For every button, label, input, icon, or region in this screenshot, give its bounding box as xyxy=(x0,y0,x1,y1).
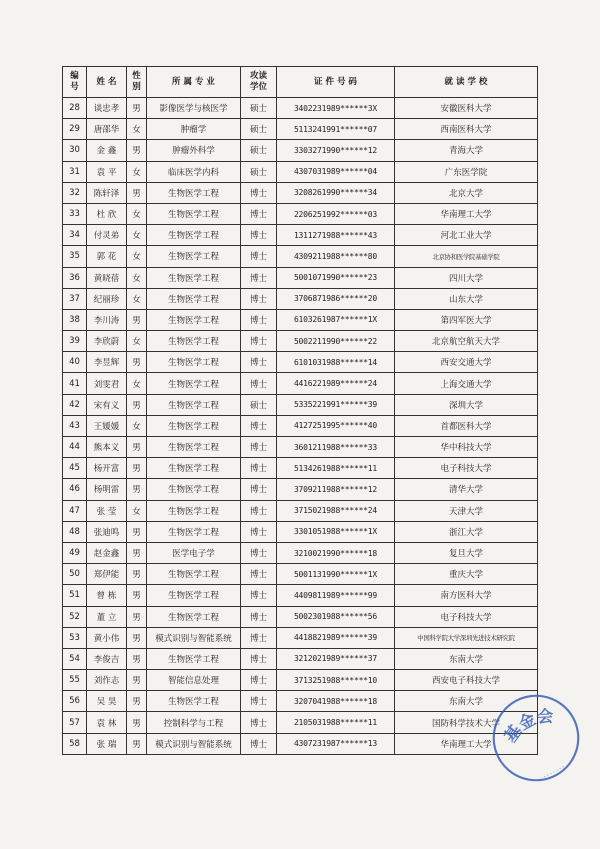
cell-name: 金 鑫 xyxy=(87,140,127,161)
table-row xyxy=(63,161,538,182)
cell-sex: 男 xyxy=(127,712,147,733)
student-roster-table xyxy=(62,66,538,755)
cell-name: 张 瑞 xyxy=(87,733,127,754)
cell-name: 吴 昊 xyxy=(87,691,127,712)
table-row xyxy=(63,564,538,585)
cell-sex: 女 xyxy=(127,161,147,182)
cell-no: 31 xyxy=(63,161,87,182)
cell-no: 48 xyxy=(63,521,87,542)
cell-no: 42 xyxy=(63,394,87,415)
cell-major: 模式识别与智能系统 xyxy=(147,627,241,648)
cell-major: 模式识别与智能系统 xyxy=(147,733,241,754)
cell-major: 生物医学工程 xyxy=(147,182,241,203)
cell-no: 51 xyxy=(63,585,87,606)
cell-school: 西南医科大学 xyxy=(395,119,538,140)
table-row xyxy=(63,733,538,754)
cell-sex: 男 xyxy=(127,585,147,606)
cell-school: 河北工业大学 xyxy=(395,225,538,246)
cell-school: 首都医科大学 xyxy=(395,415,538,436)
table-row xyxy=(63,267,538,288)
cell-name: 宋有义 xyxy=(87,394,127,415)
cell-school: 浙江大学 xyxy=(395,521,538,542)
table-row xyxy=(63,670,538,691)
cell-school: 中国科学院大学深圳先进技术研究院 xyxy=(395,627,538,648)
cell-sex: 男 xyxy=(127,670,147,691)
cell-sex: 男 xyxy=(127,691,147,712)
cell-major: 生物医学工程 xyxy=(147,373,241,394)
cell-id-number: 5002211990******22 xyxy=(277,331,395,352)
cell-sex: 男 xyxy=(127,627,147,648)
table-row xyxy=(63,479,538,500)
header-degree: 攻读学位 xyxy=(241,67,277,98)
cell-id-number: 2105031988******11 xyxy=(277,712,395,733)
cell-major: 控制科学与工程 xyxy=(147,712,241,733)
cell-no: 29 xyxy=(63,119,87,140)
cell-no: 54 xyxy=(63,648,87,669)
cell-no: 53 xyxy=(63,627,87,648)
cell-major: 生物医学工程 xyxy=(147,203,241,224)
cell-major: 生物医学工程 xyxy=(147,585,241,606)
cell-school: 重庆大学 xyxy=(395,564,538,585)
table-row xyxy=(63,415,538,436)
cell-id-number: 5335221991******39 xyxy=(277,394,395,415)
cell-degree: 博士 xyxy=(241,606,277,627)
cell-major: 生物医学工程 xyxy=(147,458,241,479)
cell-no: 45 xyxy=(63,458,87,479)
cell-name: 王媛媛 xyxy=(87,415,127,436)
cell-sex: 女 xyxy=(127,373,147,394)
cell-degree: 博士 xyxy=(241,627,277,648)
cell-id-number: 3601211988******33 xyxy=(277,437,395,458)
cell-id-number: 3210021990******18 xyxy=(277,542,395,563)
cell-name: 董 立 xyxy=(87,606,127,627)
cell-school: 北京大学 xyxy=(395,182,538,203)
cell-id-number: 4127251995******40 xyxy=(277,415,395,436)
cell-degree: 博士 xyxy=(241,182,277,203)
official-seal-stamp xyxy=(488,690,584,786)
cell-major: 生物医学工程 xyxy=(147,521,241,542)
cell-school: 深圳大学 xyxy=(395,394,538,415)
cell-name: 陈轩泽 xyxy=(87,182,127,203)
cell-school: 南方医科大学 xyxy=(395,585,538,606)
cell-school: 华南理工大学 xyxy=(395,733,538,754)
cell-sex: 男 xyxy=(127,606,147,627)
cell-degree: 博士 xyxy=(241,415,277,436)
cell-no: 34 xyxy=(63,225,87,246)
cell-id-number: 5001071990******23 xyxy=(277,267,395,288)
cell-degree: 博士 xyxy=(241,203,277,224)
table-row xyxy=(63,585,538,606)
table-header-row xyxy=(63,67,538,98)
table-row xyxy=(63,309,538,330)
cell-major: 生物医学工程 xyxy=(147,606,241,627)
cell-name: 李欣蔚 xyxy=(87,331,127,352)
table-row xyxy=(63,373,538,394)
cell-major: 生物医学工程 xyxy=(147,331,241,352)
cell-no: 41 xyxy=(63,373,87,394)
table-row xyxy=(63,203,538,224)
cell-no: 35 xyxy=(63,246,87,267)
cell-no: 40 xyxy=(63,352,87,373)
seal-text: 基金会 xyxy=(500,706,554,746)
cell-major: 生物医学工程 xyxy=(147,415,241,436)
cell-major: 智能信息处理 xyxy=(147,670,241,691)
cell-sex: 男 xyxy=(127,564,147,585)
cell-school: 复旦大学 xyxy=(395,542,538,563)
cell-name: 张迪鸣 xyxy=(87,521,127,542)
cell-sex: 男 xyxy=(127,521,147,542)
cell-no: 38 xyxy=(63,309,87,330)
cell-no: 33 xyxy=(63,203,87,224)
table-row xyxy=(63,352,538,373)
cell-name: 谈忠孝 xyxy=(87,98,127,119)
cell-no: 49 xyxy=(63,542,87,563)
cell-school: 四川大学 xyxy=(395,267,538,288)
cell-sex: 男 xyxy=(127,309,147,330)
cell-id-number: 5001131990******1X xyxy=(277,564,395,585)
cell-school: 电子科技大学 xyxy=(395,606,538,627)
cell-school: 第四军医大学 xyxy=(395,309,538,330)
cell-major: 生物医学工程 xyxy=(147,500,241,521)
table-row xyxy=(63,140,538,161)
cell-degree: 博士 xyxy=(241,479,277,500)
cell-sex: 男 xyxy=(127,648,147,669)
cell-degree: 硕士 xyxy=(241,161,277,182)
cell-id-number: 4307031989******04 xyxy=(277,161,395,182)
cell-id-number: 5113241991******07 xyxy=(277,119,395,140)
cell-school: 国防科学技术大学 xyxy=(395,712,538,733)
cell-sex: 男 xyxy=(127,98,147,119)
cell-sex: 男 xyxy=(127,352,147,373)
cell-degree: 博士 xyxy=(241,712,277,733)
cell-sex: 男 xyxy=(127,733,147,754)
table-row xyxy=(63,98,538,119)
cell-id-number: 2206251992******03 xyxy=(277,203,395,224)
cell-school: 华南理工大学 xyxy=(395,203,538,224)
cell-id-number: 1311271988******43 xyxy=(277,225,395,246)
cell-major: 生物医学工程 xyxy=(147,309,241,330)
cell-degree: 博士 xyxy=(241,458,277,479)
cell-school: 北京航空航天大学 xyxy=(395,331,538,352)
cell-degree: 博士 xyxy=(241,437,277,458)
cell-degree: 博士 xyxy=(241,670,277,691)
cell-name: 张 莹 xyxy=(87,500,127,521)
cell-id-number: 3709211988******12 xyxy=(277,479,395,500)
table-row xyxy=(63,182,538,203)
cell-degree: 博士 xyxy=(241,373,277,394)
cell-degree: 博士 xyxy=(241,267,277,288)
cell-id-number: 4409811989******99 xyxy=(277,585,395,606)
cell-sex: 女 xyxy=(127,500,147,521)
cell-major: 生物医学工程 xyxy=(147,648,241,669)
cell-degree: 硕士 xyxy=(241,394,277,415)
cell-name: 纪丽珍 xyxy=(87,288,127,309)
cell-major: 影像医学与核医学 xyxy=(147,98,241,119)
cell-id-number: 4416221989******24 xyxy=(277,373,395,394)
cell-sex: 女 xyxy=(127,267,147,288)
cell-no: 43 xyxy=(63,415,87,436)
cell-major: 肿瘤外科学 xyxy=(147,140,241,161)
cell-no: 44 xyxy=(63,437,87,458)
cell-sex: 男 xyxy=(127,394,147,415)
cell-id-number: 4307231987******13 xyxy=(277,733,395,754)
cell-no: 58 xyxy=(63,733,87,754)
cell-name: 李川涛 xyxy=(87,309,127,330)
cell-sex: 男 xyxy=(127,437,147,458)
cell-degree: 博士 xyxy=(241,500,277,521)
cell-degree: 博士 xyxy=(241,648,277,669)
table-row xyxy=(63,606,538,627)
table-row xyxy=(63,627,538,648)
cell-major: 生物医学工程 xyxy=(147,352,241,373)
table-row xyxy=(63,331,538,352)
cell-major: 肿瘤学 xyxy=(147,119,241,140)
cell-id-number: 6103261987******1X xyxy=(277,309,395,330)
cell-no: 57 xyxy=(63,712,87,733)
cell-degree: 博士 xyxy=(241,585,277,606)
header-major: 所 属 专 业 xyxy=(147,67,241,98)
cell-major: 生物医学工程 xyxy=(147,288,241,309)
cell-degree: 博士 xyxy=(241,225,277,246)
cell-id-number: 3303271990******12 xyxy=(277,140,395,161)
cell-id-number: 3715021988******24 xyxy=(277,500,395,521)
cell-no: 39 xyxy=(63,331,87,352)
cell-school: 天津大学 xyxy=(395,500,538,521)
cell-name: 黄小伟 xyxy=(87,627,127,648)
cell-major: 生物医学工程 xyxy=(147,267,241,288)
cell-name: 刘作志 xyxy=(87,670,127,691)
cell-school: 西安交通大学 xyxy=(395,352,538,373)
cell-sex: 女 xyxy=(127,225,147,246)
cell-no: 32 xyxy=(63,182,87,203)
cell-name: 赵金鑫 xyxy=(87,542,127,563)
cell-major: 生物医学工程 xyxy=(147,225,241,246)
cell-name: 付灵弟 xyxy=(87,225,127,246)
cell-degree: 硕士 xyxy=(241,98,277,119)
header-id-number: 证 件 号 码 xyxy=(277,67,395,98)
cell-sex: 女 xyxy=(127,203,147,224)
cell-school: 广东医学院 xyxy=(395,161,538,182)
table-row xyxy=(63,521,538,542)
cell-no: 55 xyxy=(63,670,87,691)
cell-sex: 女 xyxy=(127,246,147,267)
cell-school: 青海大学 xyxy=(395,140,538,161)
cell-school: 西安电子科技大学 xyxy=(395,670,538,691)
cell-id-number: 6101031988******14 xyxy=(277,352,395,373)
cell-name: 杨明雷 xyxy=(87,479,127,500)
cell-degree: 博士 xyxy=(241,521,277,542)
seal-ring xyxy=(488,690,584,786)
cell-major: 临床医学内科 xyxy=(147,161,241,182)
cell-degree: 博士 xyxy=(241,691,277,712)
cell-school: 山东大学 xyxy=(395,288,538,309)
cell-major: 医学电子学 xyxy=(147,542,241,563)
table-row xyxy=(63,246,538,267)
cell-sex: 女 xyxy=(127,415,147,436)
cell-school: 电子科技大学 xyxy=(395,458,538,479)
cell-school: 东南大学 xyxy=(395,691,538,712)
cell-name: 李俊吉 xyxy=(87,648,127,669)
table-row xyxy=(63,542,538,563)
cell-major: 生物医学工程 xyxy=(147,437,241,458)
cell-id-number: 3207041988******18 xyxy=(277,691,395,712)
cell-degree: 博士 xyxy=(241,331,277,352)
cell-no: 47 xyxy=(63,500,87,521)
cell-no: 50 xyxy=(63,564,87,585)
cell-sex: 男 xyxy=(127,182,147,203)
table-row xyxy=(63,691,538,712)
cell-school: 安徽医科大学 xyxy=(395,98,538,119)
cell-name: 黄晓蓓 xyxy=(87,267,127,288)
header-name: 姓 名 xyxy=(87,67,127,98)
cell-id-number: 3402231989******3X xyxy=(277,98,395,119)
cell-sex: 男 xyxy=(127,140,147,161)
cell-school: 北京协和医学院基础学院 xyxy=(395,246,538,267)
seal-serial: ······· xyxy=(542,764,567,782)
cell-degree: 博士 xyxy=(241,246,277,267)
table-row xyxy=(63,288,538,309)
cell-degree: 博士 xyxy=(241,352,277,373)
cell-school: 东南大学 xyxy=(395,648,538,669)
table-row xyxy=(63,394,538,415)
cell-no: 52 xyxy=(63,606,87,627)
cell-name: 曾 栋 xyxy=(87,585,127,606)
table-row xyxy=(63,458,538,479)
table-row xyxy=(63,500,538,521)
cell-name: 杜 欣 xyxy=(87,203,127,224)
header-sex: 性别 xyxy=(127,67,147,98)
cell-id-number: 3208261990******34 xyxy=(277,182,395,203)
cell-name: 郑伊能 xyxy=(87,564,127,585)
cell-id-number: 4309211988******80 xyxy=(277,246,395,267)
cell-major: 生物医学工程 xyxy=(147,564,241,585)
cell-name: 李昱辉 xyxy=(87,352,127,373)
table-row xyxy=(63,648,538,669)
cell-name: 郭 花 xyxy=(87,246,127,267)
cell-name: 袁 平 xyxy=(87,161,127,182)
cell-id-number: 3713251988******10 xyxy=(277,670,395,691)
cell-name: 刘雯君 xyxy=(87,373,127,394)
cell-no: 56 xyxy=(63,691,87,712)
cell-school: 华中科技大学 xyxy=(395,437,538,458)
cell-degree: 博士 xyxy=(241,733,277,754)
cell-no: 30 xyxy=(63,140,87,161)
table-body xyxy=(63,98,538,755)
cell-major: 生物医学工程 xyxy=(147,691,241,712)
cell-id-number: 4418821989******39 xyxy=(277,627,395,648)
cell-sex: 女 xyxy=(127,331,147,352)
cell-id-number: 3212021989******37 xyxy=(277,648,395,669)
table-row xyxy=(63,712,538,733)
header-school: 就 读 学 校 xyxy=(395,67,538,98)
cell-degree: 博士 xyxy=(241,288,277,309)
table-row xyxy=(63,225,538,246)
cell-sex: 男 xyxy=(127,542,147,563)
cell-name: 杨开富 xyxy=(87,458,127,479)
cell-no: 37 xyxy=(63,288,87,309)
header-no: 编号 xyxy=(63,67,87,98)
cell-degree: 博士 xyxy=(241,564,277,585)
table-row xyxy=(63,119,538,140)
cell-school: 清华大学 xyxy=(395,479,538,500)
cell-id-number: 3301051988******1X xyxy=(277,521,395,542)
cell-name: 熊本义 xyxy=(87,437,127,458)
cell-sex: 女 xyxy=(127,119,147,140)
cell-degree: 硕士 xyxy=(241,140,277,161)
cell-major: 生物医学工程 xyxy=(147,479,241,500)
cell-sex: 男 xyxy=(127,479,147,500)
cell-degree: 硕士 xyxy=(241,119,277,140)
cell-sex: 男 xyxy=(127,458,147,479)
cell-major: 生物医学工程 xyxy=(147,394,241,415)
cell-id-number: 5134261988******11 xyxy=(277,458,395,479)
cell-no: 46 xyxy=(63,479,87,500)
cell-no: 36 xyxy=(63,267,87,288)
cell-no: 28 xyxy=(63,98,87,119)
table-row xyxy=(63,437,538,458)
cell-name: 袁 林 xyxy=(87,712,127,733)
cell-id-number: 3706871986******20 xyxy=(277,288,395,309)
cell-degree: 博士 xyxy=(241,542,277,563)
cell-sex: 女 xyxy=(127,288,147,309)
cell-name: 唐邵华 xyxy=(87,119,127,140)
cell-school: 上海交通大学 xyxy=(395,373,538,394)
cell-id-number: 5002301988******56 xyxy=(277,606,395,627)
cell-degree: 博士 xyxy=(241,309,277,330)
cell-major: 生物医学工程 xyxy=(147,246,241,267)
